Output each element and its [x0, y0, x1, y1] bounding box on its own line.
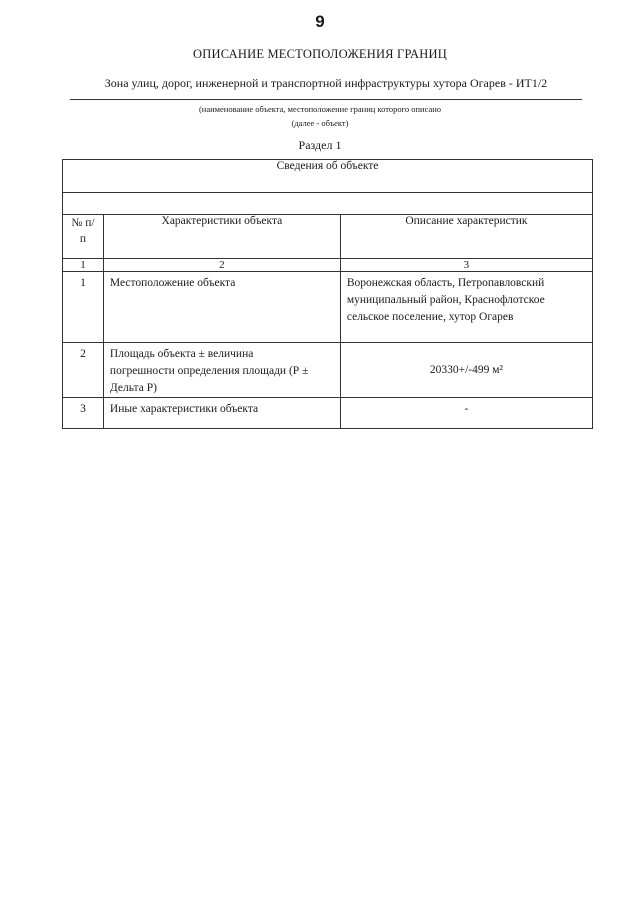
column-header-number: № п/п: [63, 215, 104, 259]
row-characteristic: Местоположение объекта: [103, 272, 340, 343]
object-name-note-continued: (далее - объект): [291, 118, 349, 128]
section-title: Раздел 1: [298, 138, 342, 152]
table-row: [63, 398, 593, 429]
table-row: [63, 272, 593, 343]
table-row: [63, 343, 593, 398]
row-number: 3: [63, 398, 104, 429]
document-title: ОПИСАНИЕ МЕСТОПОЛОЖЕНИЯ ГРАНИЦ: [193, 47, 447, 61]
row-number: 1: [63, 272, 104, 343]
object-info-table: [62, 159, 593, 429]
table-blank-row: [63, 193, 593, 215]
column-index: 1: [63, 259, 104, 272]
object-name: Зона улиц, дорог, инженерной и транспортной инфраструктуры хутора Огарев - ИТ1/2: [104, 76, 548, 90]
row-description: -: [340, 398, 592, 429]
row-characteristic: Иные характеристики объекта: [103, 398, 340, 429]
column-header-description: Описание характеристик: [340, 215, 592, 259]
table-header: Сведения об объекте: [63, 160, 593, 193]
table-header-row: [63, 160, 593, 193]
page-number: 9: [315, 12, 325, 31]
column-index: 3: [340, 259, 592, 272]
column-index: 2: [103, 259, 340, 272]
object-name-underline: [70, 99, 582, 100]
row-characteristic: Площадь объекта ± величина погрешности определения площади (Р ± Дельта Р): [103, 343, 340, 398]
row-description: 20330+/-499 м²: [340, 343, 592, 398]
column-header-characteristic: Характеристики объекта: [103, 215, 340, 259]
row-description: Воронежская область, Петропавловский муниципальный район, Краснофлотское сельское поселение, хутор Огарев: [340, 272, 592, 343]
column-index-row: [63, 259, 593, 272]
object-name-note: (наименование объекта, местоположение границ которого описано: [198, 104, 442, 114]
row-number: 2: [63, 343, 104, 398]
column-headers-row: [63, 215, 593, 259]
